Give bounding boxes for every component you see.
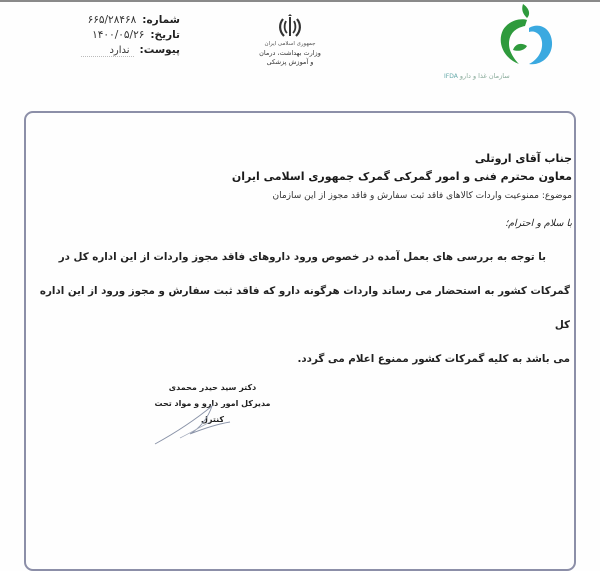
body-line-3: می باشد به کلیه گمرکات کشور ممنوع اعلام می گردد. — [297, 353, 570, 365]
letter-attachment-value: ندارد — [81, 45, 133, 57]
fda-logo-abbr: IFDA — [444, 73, 458, 80]
fda-logo-text: سازمان غذا و دارو — [459, 72, 510, 80]
letter-date-value: ۱۴۰۰/۰۵/۲۶ — [92, 29, 145, 41]
emblem-ministry-2: و آموزش پزشکی — [266, 58, 314, 66]
fda-logo-caption — [440, 72, 570, 80]
letter-date-label: تاریخ: — [150, 29, 180, 41]
fda-logo-icon — [475, 2, 565, 72]
letter-meta — [70, 14, 180, 59]
letter-number-value: ۶۶۵/۲۸۴۶۸ — [87, 14, 137, 26]
letter-date-row — [70, 29, 180, 44]
letter-number-row — [70, 14, 180, 29]
body-line-1: با توجه به بررسی های بعمل آمده در خصوص ورود داروهای فاقد مجوز واردات از این اداره کل در — [58, 251, 546, 263]
ministry-emblem — [245, 14, 335, 67]
emblem-country: جمهوری اسلامی ایران — [264, 41, 316, 47]
emblem-ministry: وزارت بهداشت، درمان — [259, 49, 321, 57]
letter-body — [30, 240, 570, 376]
addressee-block — [52, 150, 572, 186]
addressee-name: جناب آقای اروتلی — [474, 152, 572, 165]
letter-greeting: با سلام و احترام؛ — [505, 218, 572, 229]
signatory-name: دکتر سید حیدر محمدی — [168, 383, 257, 392]
body-line-2: گمرکات کشور به استحضار می رساند واردات هرگونه دارو که فاقد ثبت سفارش و مجوز ورود از این اداره کل — [39, 285, 570, 331]
letter-attachment-row — [70, 44, 180, 59]
signatory-title: مدیرکل امور دارو و مواد تحت کنترل — [154, 399, 271, 424]
letter-attachment-label: پیوست: — [139, 44, 180, 56]
signature-scribble-icon — [150, 398, 240, 448]
addressee-title: معاون محترم فنی و امور گمرکی گمرک جمهوری اسلامی ایران — [231, 170, 572, 183]
iran-emblem-icon — [277, 14, 303, 40]
letter-number-label: شماره: — [142, 14, 180, 26]
letter-subject: موضوع: ممنوعیت واردات کالاهای فاقد ثبت سفارش و فاقد مجوز از این سازمان — [272, 191, 572, 201]
